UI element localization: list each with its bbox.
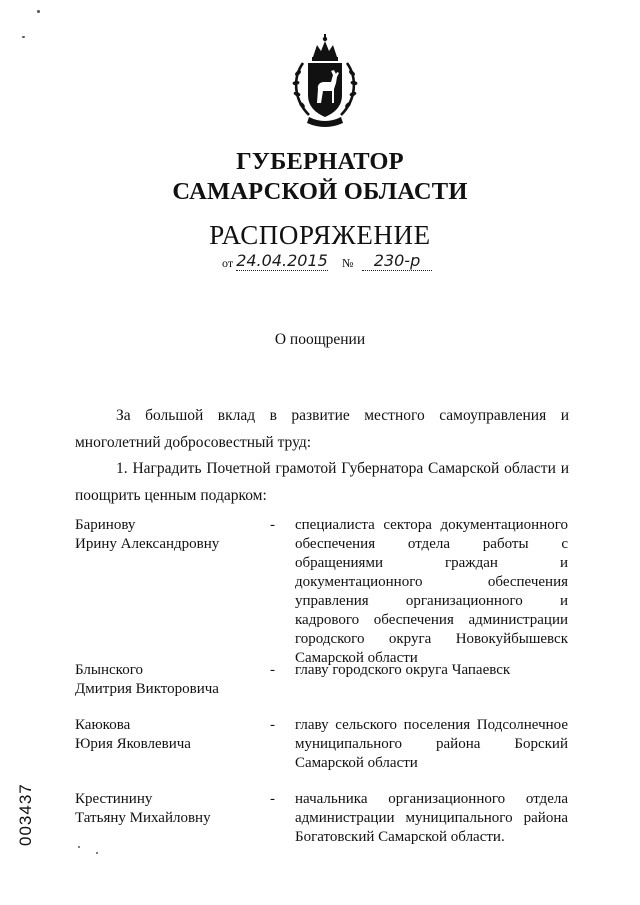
scan-speck (96, 852, 98, 854)
recipient-given-name: Татьяну Михайловну (75, 810, 211, 826)
recipient-position: специалиста сектора документационного обеспечения отдела работы с обращениями граждан и документационного обеспечения управления организационного и кадрового обеспечения администрации городского округа Новокуйбышевск Самарской области (295, 517, 568, 666)
recipient-name (75, 516, 265, 554)
scan-speck (37, 10, 40, 13)
samara-coat-of-arms-icon (287, 33, 363, 129)
recipient-position: начальника организационного отдела администрации муниципального района Богатовский Самарской области. (295, 791, 568, 845)
document-subject: О поощрении (274, 331, 366, 348)
recipient-name (75, 716, 265, 754)
recipient-given-name: Юрия Яковлевича (75, 736, 191, 752)
recipient-name (75, 790, 265, 828)
org-title-line2: САМАРСКОЙ ОБЛАСТИ (172, 178, 468, 205)
date-prefix: от (222, 256, 234, 270)
recipient-surname: Баринову (75, 517, 136, 533)
recipient-position: главу сельского поселения Подсолнечное муниципального района Борский Самарской области (295, 717, 568, 771)
recipient-surname: Крестинину (75, 791, 153, 807)
document-number: 230-р (362, 251, 432, 271)
registration-stamp (10, 770, 38, 850)
recipient-surname: Каюкова (75, 717, 131, 733)
date-number-line (222, 251, 421, 271)
recipient-dash: - (270, 662, 275, 678)
recipient-dash: - (270, 791, 275, 807)
recipient-position: главу городского округа Чапаевск (295, 662, 511, 678)
scan-speck (22, 36, 25, 38)
clause-1: 1. Наградить Почетной грамотой Губернатора Самарской области и поощрить ценным подарком: (75, 460, 569, 504)
document-type: РАСПОРЯЖЕНИЕ (209, 220, 431, 250)
intro-paragraph: За большой вклад в развитие местного самоуправления и многолетний добросовестный труд: (75, 407, 569, 451)
document-date: 24.04.2015 (236, 251, 328, 270)
recipient-dash: - (270, 717, 275, 733)
recipient-given-name: Дмитрия Викторовича (75, 681, 219, 697)
recipient-name (75, 661, 265, 699)
recipient-dash: - (270, 517, 275, 533)
recipient-surname: Блынского (75, 662, 143, 678)
stamp-number: 003437 (16, 783, 35, 846)
scan-speck (78, 846, 80, 848)
org-title-line1: ГУБЕРНАТОР (236, 148, 404, 175)
number-prefix: № (342, 256, 354, 270)
recipient-given-name: Ирину Александровну (75, 536, 220, 552)
